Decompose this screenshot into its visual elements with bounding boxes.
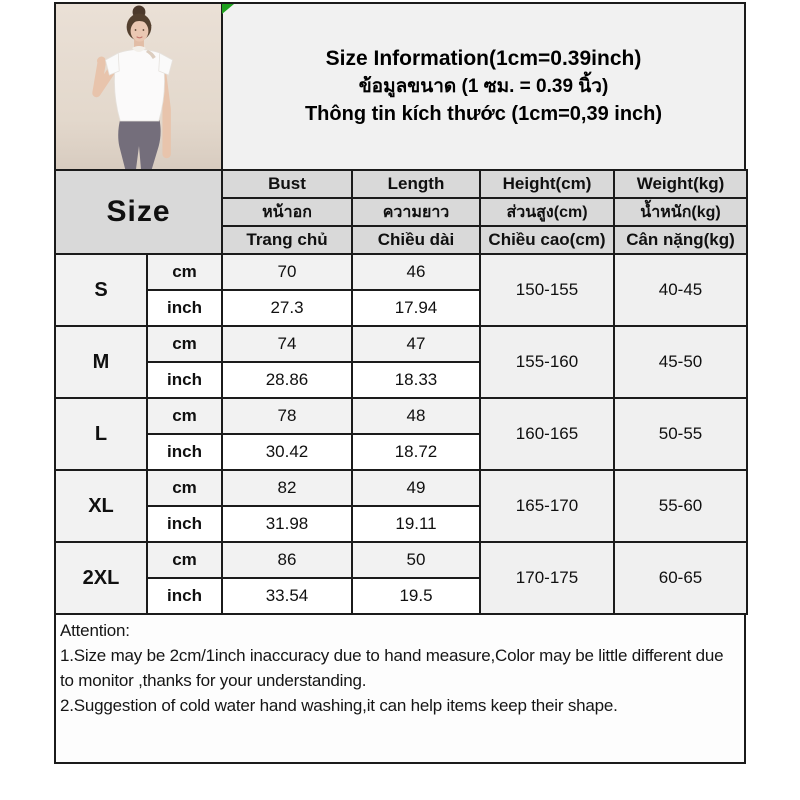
height-range: 155-160 (480, 326, 614, 398)
bust-inch-value: 28.86 (222, 362, 352, 398)
header-row-english (55, 170, 747, 198)
weight-range: 55-60 (614, 470, 747, 542)
attention-notes (54, 613, 746, 764)
attention-heading: Attention: (60, 621, 130, 640)
unit-label-cm: cm (147, 470, 222, 506)
unit-label-cm: cm (147, 398, 222, 434)
length-cm-value: 48 (352, 398, 480, 434)
bust-inch-value: 30.42 (222, 434, 352, 470)
green-corner-marker-icon (222, 4, 234, 14)
size-label: L (55, 398, 147, 470)
size-label: S (55, 254, 147, 326)
bust-inch-value: 27.3 (222, 290, 352, 326)
bust-cm-value: 78 (222, 398, 352, 434)
length-cm-value: 47 (352, 326, 480, 362)
length-inch-value: 18.33 (352, 362, 480, 398)
size-label: XL (55, 470, 147, 542)
table-row-xl-cm (55, 470, 747, 506)
unit-label-inch: inch (147, 578, 222, 614)
bust-cm-value: 70 (222, 254, 352, 290)
unit-label-inch: inch (147, 362, 222, 398)
unit-label-cm: cm (147, 254, 222, 290)
length-cm-value: 50 (352, 542, 480, 578)
bust-cm-value: 86 (222, 542, 352, 578)
model-illustration (56, 4, 221, 169)
col-header-bust-en: Bust (222, 170, 352, 198)
attention-note-1: 1.Size may be 2cm/1inch inaccuracy due to hand measure,Color may be little different due to monitor ,thanks for your understanding. (60, 646, 724, 690)
col-header-weight-en: Weight(kg) (614, 170, 747, 198)
col-header-length-vi: Chiều dài (352, 226, 480, 254)
bust-inch-value: 33.54 (222, 578, 352, 614)
length-inch-value: 18.72 (352, 434, 480, 470)
length-inch-value: 17.94 (352, 290, 480, 326)
size-label: 2XL (55, 542, 147, 614)
weight-range: 40-45 (614, 254, 747, 326)
length-cm-value: 49 (352, 470, 480, 506)
unit-label-cm: cm (147, 542, 222, 578)
size-info-title-block (223, 4, 744, 169)
product-photo (56, 4, 223, 169)
col-header-length-en: Length (352, 170, 480, 198)
height-range: 160-165 (480, 398, 614, 470)
photo-title-row (54, 2, 746, 171)
col-header-weight-th: น้ำหนัก(kg) (614, 198, 747, 226)
col-header-height-th: ส่วนสูง(cm) (480, 198, 614, 226)
bust-cm-value: 74 (222, 326, 352, 362)
col-header-bust-vi: Trang chủ (222, 226, 352, 254)
height-range: 170-175 (480, 542, 614, 614)
col-header-height-en: Height(cm) (480, 170, 614, 198)
title-thai: ข้อมูลขนาด (1 ซม. = 0.39 นิ้ว) (358, 76, 609, 97)
unit-label-cm: cm (147, 326, 222, 362)
size-table (54, 169, 748, 615)
bust-inch-value: 31.98 (222, 506, 352, 542)
col-header-height-vi: Chiều cao(cm) (480, 226, 614, 254)
col-header-length-th: ความยาว (352, 198, 480, 226)
title-english: Size Information(1cm=0.39inch) (325, 47, 642, 70)
col-header-bust-th: หน้าอก (222, 198, 352, 226)
weight-range: 45-50 (614, 326, 747, 398)
unit-label-inch: inch (147, 290, 222, 326)
height-range: 165-170 (480, 470, 614, 542)
attention-note-2: 2.Suggestion of cold water hand washing,it can help items keep their shape. (60, 696, 618, 715)
unit-label-inch: inch (147, 434, 222, 470)
size-header-cell: Size (55, 170, 222, 254)
height-range: 150-155 (480, 254, 614, 326)
weight-range: 60-65 (614, 542, 747, 614)
length-inch-value: 19.5 (352, 578, 480, 614)
unit-label-inch: inch (147, 506, 222, 542)
table-row-m-cm (55, 326, 747, 362)
col-header-weight-vi: Cân nặng(kg) (614, 226, 747, 254)
table-row-2xl-cm (55, 542, 747, 578)
table-row-s-cm (55, 254, 747, 290)
size-label: M (55, 326, 147, 398)
length-cm-value: 46 (352, 254, 480, 290)
length-inch-value: 19.11 (352, 506, 480, 542)
size-chart-sheet (54, 2, 746, 764)
bust-cm-value: 82 (222, 470, 352, 506)
title-vietnamese: Thông tin kích thước (1cm=0,39 inch) (304, 103, 663, 125)
weight-range: 50-55 (614, 398, 747, 470)
table-row-l-cm (55, 398, 747, 434)
